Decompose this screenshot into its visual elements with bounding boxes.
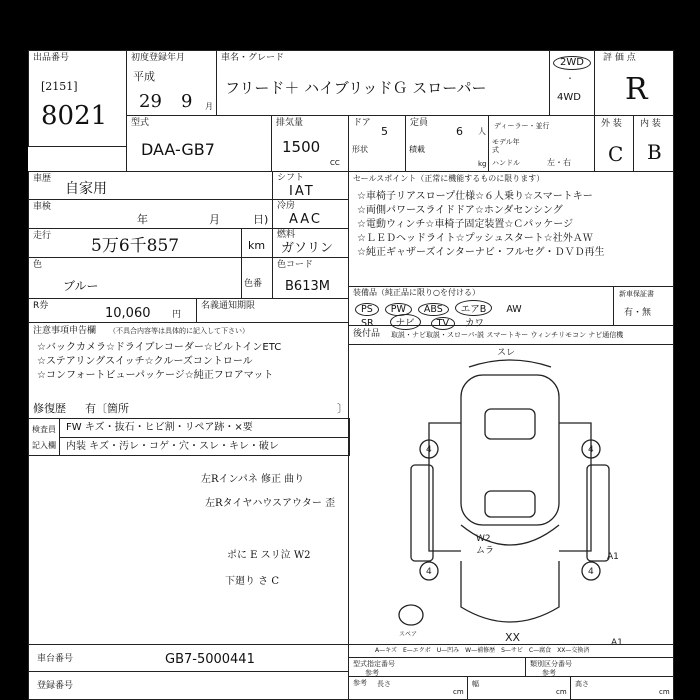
- equipment-navi: ナビ: [390, 314, 421, 330]
- inspection-day: 日): [253, 213, 269, 226]
- model-name: フリード＋ ハイブリッドＧ スローパー: [225, 79, 487, 97]
- length-label: 長さ: [377, 680, 391, 688]
- color-code-label2: 色コード: [277, 260, 314, 270]
- int-score: B: [647, 140, 662, 164]
- width-unit: cm: [556, 688, 567, 696]
- score-value: R: [625, 72, 648, 107]
- spare-label: スペア: [399, 631, 418, 638]
- mileage-cell: [28, 228, 242, 258]
- doors-value: 5: [381, 125, 388, 138]
- drive-dot: ・: [566, 74, 574, 83]
- repair-value: 有〔箇所: [85, 402, 129, 415]
- chassis-label: 車台番号: [37, 654, 74, 664]
- aftermarket-cell: [348, 325, 674, 345]
- mark-xx: XX: [505, 631, 521, 644]
- front-bumper: [469, 360, 551, 367]
- damage-diagram-cell: [348, 344, 674, 645]
- mark-tire-rl: 4: [426, 567, 432, 577]
- height-label: 高さ: [575, 680, 589, 688]
- aircon-cell: [272, 199, 349, 229]
- recycle-cell: [28, 298, 197, 323]
- color-cell: [28, 257, 242, 299]
- inspector-row-2: [59, 437, 350, 456]
- length-cell: [348, 676, 468, 700]
- handwritten-note: 下廻り さ C: [225, 576, 280, 587]
- registration-cell: [28, 671, 349, 700]
- width-label: 幅: [472, 680, 479, 688]
- score-label: 評 価 点: [603, 53, 636, 63]
- selling-point-line: ☆電動ウィンチ☆車椅子固定装置☆Ｃパッケージ: [357, 219, 574, 230]
- equipment-tv: TV: [431, 317, 455, 330]
- handwritten-note: ポに E スリ泣 W2: [227, 550, 311, 561]
- handwritten-note: 左Rインパネ 修正 曲り: [201, 474, 305, 485]
- chassis-cell: [28, 644, 349, 672]
- recycle-unit: 円: [172, 310, 182, 320]
- inspector-cell: [28, 418, 349, 456]
- recycle-label: R券: [33, 301, 49, 311]
- color-label: 色: [33, 260, 43, 270]
- fuel-label: 燃料: [277, 230, 296, 240]
- model-name-cell: [216, 50, 550, 116]
- first-reg-month: 9: [181, 91, 193, 112]
- legend-cell: [348, 644, 674, 658]
- selling-points-list: [357, 190, 604, 260]
- note-line: ☆コンフォートビューパッケージ☆純正フロアマット: [37, 370, 274, 381]
- handle-label: ハンドル: [492, 159, 520, 167]
- spare-tire: [399, 605, 423, 625]
- capacity-cell: [405, 115, 489, 172]
- color-code-label: 色番: [244, 279, 263, 289]
- mark-mura: ムラ: [476, 546, 495, 556]
- damage-legend: A—キズ E—エクボ U—凹み W—補修歴 S—サビ C—腐食 XX—交換済: [375, 647, 590, 654]
- selling-point-line: ☆ＬＥＤヘッドライト☆プッシュスタート☆社外ＡＷ: [357, 233, 593, 244]
- dealer-cell: [488, 115, 595, 172]
- inspection-year: 年: [137, 213, 148, 226]
- recycle-value: 10,060: [105, 306, 151, 321]
- handwritten-area: [28, 455, 349, 645]
- inspector-label-1: 検査員: [32, 425, 56, 434]
- height-unit: cm: [659, 688, 670, 696]
- repair-close: 〕: [337, 402, 348, 415]
- selling-points-label: セールスポイント（正常に機能するものに限ります）: [353, 174, 545, 183]
- notice-cell: [196, 298, 349, 323]
- fuel-value: ガソリン: [281, 241, 334, 256]
- auction-sheet: [28, 50, 674, 700]
- displacement-cell: [271, 115, 349, 172]
- width-cell: [467, 676, 571, 700]
- height-cell: [570, 676, 674, 700]
- shift-label: シフト: [277, 173, 305, 183]
- ext-score-cell: [594, 115, 634, 172]
- type-designation-ref: 参考: [365, 669, 379, 677]
- lot-number: 8021: [41, 101, 108, 131]
- notes-list: [37, 341, 281, 383]
- load-unit: kg: [478, 160, 487, 168]
- capacity-value: 6: [456, 125, 463, 138]
- equipment-airbag: エアB: [455, 300, 493, 316]
- first-reg-month-unit: 月: [205, 102, 213, 111]
- inspection-cell: [28, 199, 273, 229]
- inspector-row-1: [59, 418, 350, 438]
- equipment-label: 装備品（純正品に限り○を付ける）: [353, 288, 480, 297]
- chassis-number: GB7-5000441: [165, 652, 255, 667]
- notes-sub: （不具合内容等は具体的に記入して下さい）: [109, 327, 249, 335]
- model-name-label: 車名・グレード: [221, 53, 285, 63]
- mark-a1-side: A1: [607, 552, 619, 562]
- first-reg-year: 29: [139, 91, 162, 112]
- drive-4wd: 4WD: [557, 92, 581, 103]
- dimension-ref: 参考: [353, 679, 367, 687]
- ext-label: 外 装: [601, 119, 622, 129]
- car-body-top: [461, 375, 559, 525]
- inspector-row-1-text: FW キズ・抜石・ヒビ割・リペア跡・×要: [66, 422, 253, 433]
- shift-value: IAT: [289, 184, 315, 199]
- drive-2wd: 2WD: [553, 56, 591, 70]
- note-line: ☆ステアリングスイッチ☆クルーズコントロール: [37, 356, 253, 367]
- inspector-row-2-text: 内装 キズ・汚レ・コゲ・穴・スレ・キレ・破レ: [66, 441, 279, 452]
- displacement-value: 1500: [282, 138, 321, 156]
- type-cell: [126, 115, 272, 172]
- mark-w2: W2: [476, 534, 491, 544]
- category-value: 自家用: [65, 181, 107, 197]
- color-value: ブルー: [63, 279, 99, 293]
- inspection-label: 車検: [33, 202, 52, 212]
- length-unit: cm: [453, 688, 464, 696]
- mark-tire-rr: 4: [588, 567, 594, 577]
- inspection-month: 月: [209, 213, 220, 226]
- type-designation-cell: [348, 657, 526, 677]
- int-score-cell: [633, 115, 674, 172]
- mark-tire-fl: 4: [426, 445, 432, 455]
- mileage-label: 走行: [33, 231, 52, 241]
- mark-a1-rear: A1: [611, 638, 623, 644]
- int-label: 内 装: [640, 119, 661, 129]
- handwritten-note: 左Rタイヤハウスアウター 歪: [205, 498, 336, 509]
- registration-label: 登録番号: [37, 681, 74, 691]
- rear-window: [485, 491, 535, 517]
- class-number-label: 類別区分番号: [530, 660, 572, 668]
- right-side-outline: [559, 423, 591, 551]
- doors-cell: [348, 115, 406, 172]
- displacement-unit: CC: [330, 159, 340, 167]
- equipment-ps: PS: [355, 303, 379, 316]
- mileage-unit-cell: [241, 228, 273, 258]
- first-reg-cell: [126, 50, 217, 116]
- capacity-unit: 人: [478, 127, 486, 136]
- color-code: B613M: [285, 279, 330, 294]
- equipment-cell: [348, 286, 614, 329]
- selling-points-cell: [348, 171, 674, 287]
- fuel-cell: [272, 228, 349, 258]
- warranty-value: 有・無: [624, 308, 652, 318]
- ext-score: C: [608, 142, 624, 166]
- handle-value: 左・右: [547, 158, 571, 167]
- notes-label: 注意事項申告欄: [33, 326, 97, 336]
- left-side-outline: [429, 423, 461, 551]
- notes-cell: [28, 322, 349, 419]
- equipment-aw: AW: [506, 304, 522, 315]
- note-line: ☆バックカメラ☆ドライブレコーダー☆ビルトインETC: [37, 342, 282, 353]
- mark-tire-fr: 4: [588, 445, 594, 455]
- capacity-label: 定員: [410, 118, 429, 128]
- aircon-value: AAC: [289, 212, 322, 227]
- doors-label: ドア: [353, 118, 371, 128]
- first-reg-label: 初度登録年月: [131, 53, 186, 63]
- mark-scuff: スレ: [497, 348, 516, 358]
- class-number-ref: 参考: [542, 669, 556, 677]
- category-label: 車歴: [33, 174, 52, 184]
- mileage-value: 5万6千857: [91, 236, 180, 256]
- lot-label: 出品番号: [33, 53, 70, 63]
- windshield: [485, 409, 535, 439]
- model-year-label: モデル年式: [492, 138, 520, 154]
- equipment-sr: SR: [361, 318, 374, 329]
- selling-point-line: ☆車椅子リアスロープ仕様☆６人乗り☆スマートキー: [357, 191, 593, 202]
- inspector-label-2: 記入欄: [32, 441, 56, 450]
- repair-label: 修復歴: [33, 402, 66, 415]
- selling-point-line: ☆純正ギャザーズインターナビ・フルセグ・ＤＶＤ再生: [357, 247, 605, 258]
- shape-label: 形状: [352, 145, 368, 154]
- mileage-unit: km: [248, 239, 266, 252]
- type-designation-label: 型式指定番号: [353, 660, 395, 668]
- car-diagram: [349, 345, 673, 644]
- equipment-leather: カワ: [464, 318, 484, 329]
- aftermarket-label: 後付品: [353, 329, 381, 339]
- right-side-panel: [587, 465, 609, 561]
- equipment-abs: ABS: [418, 303, 449, 316]
- selling-point-line: ☆両側パワースライドドア☆ホンダセンシング: [357, 205, 563, 216]
- warranty-label: 新車保証書: [619, 290, 654, 298]
- load-label: 積載: [409, 145, 425, 154]
- class-number-cell: [525, 657, 674, 677]
- dealer-label: ディーラー・並行: [494, 122, 550, 130]
- displacement-label: 排気量: [276, 118, 304, 128]
- aftermarket-value: 取説・ナビ取説・スローパ-説 スマートキー ウィンチリモコン ナビ通信機: [391, 331, 624, 339]
- lot-sub: [2151]: [41, 80, 78, 93]
- notice-label: 名義通知期限: [201, 301, 256, 311]
- warranty-cell: [613, 286, 674, 326]
- color-code-label-cell: [241, 257, 273, 299]
- left-side-panel: [411, 465, 433, 561]
- equipment-pw: PW: [385, 303, 412, 316]
- first-reg-era: 平成: [133, 70, 155, 83]
- rear-view-outline: [461, 561, 559, 622]
- shift-cell: [272, 171, 349, 200]
- type-label: 型式: [131, 118, 150, 128]
- score-cell: [594, 50, 674, 116]
- category-cell: [28, 171, 273, 200]
- drive-cell: [549, 50, 595, 116]
- lot-cell: [28, 50, 127, 147]
- color-code-cell: [272, 257, 349, 299]
- aircon-label: 冷房: [277, 201, 296, 211]
- type-value: DAA-GB7: [141, 140, 215, 159]
